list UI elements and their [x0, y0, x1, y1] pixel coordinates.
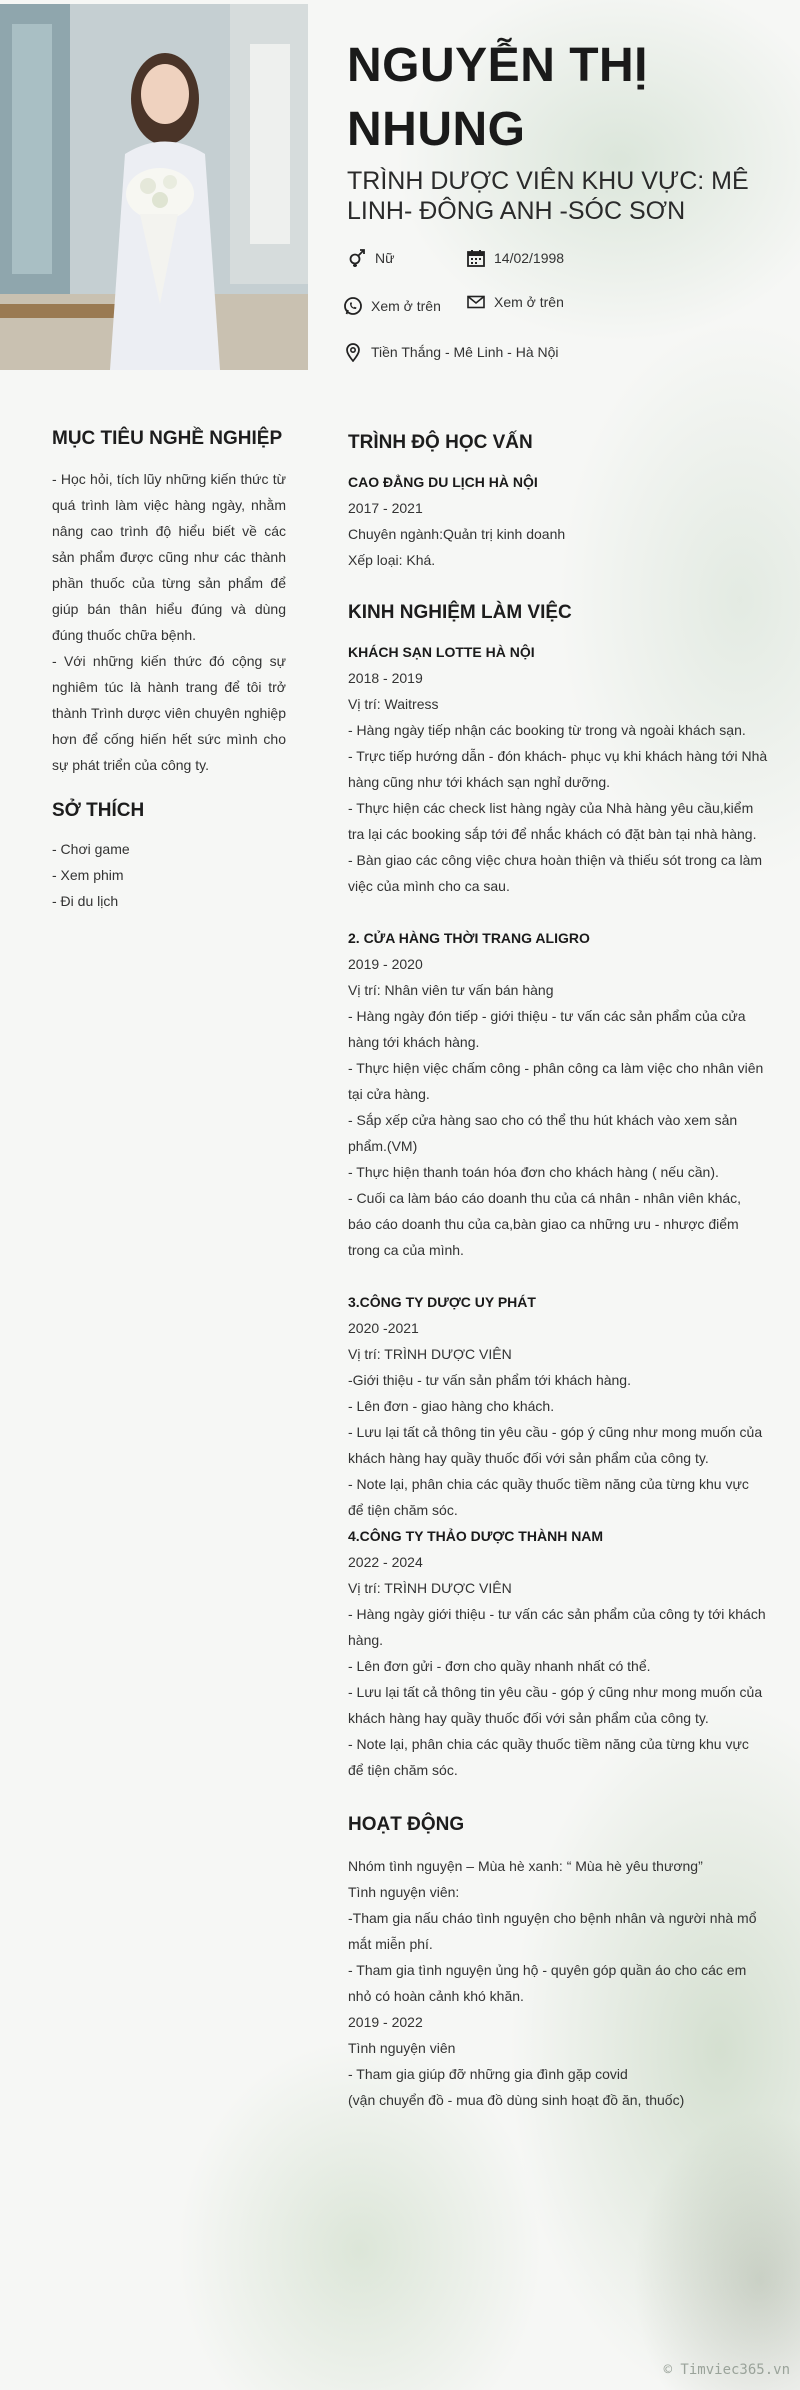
profile-photo [0, 4, 308, 370]
job-line: - Hàng ngày đón tiếp - giới thiệu - tư vấn các sản phẩm của cửa hàng tới khách hàng. [348, 1008, 746, 1050]
watermark: © Timviec365.vn [663, 2362, 790, 2378]
company-name: 4.CÔNG TY THẢO DƯỢC THÀNH NAM [348, 1528, 604, 1544]
job-line: Vị trí: TRÌNH DƯỢC VIÊN [348, 1580, 512, 1596]
job-line: Vị trí: Waitress [348, 696, 439, 712]
address-value: Tiền Thắng - Mê Linh - Hà Nội [371, 344, 559, 360]
job-line: - Lưu lại tất cả thông tin yêu cầu - góp ý cũng như mong muốn của khách hàng hay quầy thuốc đối với sản phẩm của công ty. [348, 1684, 763, 1726]
hobbies-list [52, 836, 286, 914]
education-block [348, 469, 768, 573]
phone-value[interactable]: Xem ở trên [371, 298, 441, 314]
hobbies-title: SỞ THÍCH [52, 800, 145, 821]
birthdate-value: 14/02/1998 [494, 250, 565, 266]
phone-info [343, 296, 441, 316]
job-line: -Giới thiệu - tư vấn sản phẩm tới khách hàng. [348, 1372, 631, 1388]
address-info [343, 342, 559, 362]
objective-title: MỤC TIÊU NGHỀ NGHIỆP [52, 428, 283, 449]
school-name: CAO ĐẲNG DU LỊCH HÀ NỘI [348, 474, 538, 490]
education-line: 2017 - 2021 [348, 500, 423, 516]
email-info [466, 292, 564, 312]
job-entry [348, 925, 768, 1263]
birthdate-info [466, 248, 564, 268]
job-line: - Lên đơn gửi - đơn cho quầy nhanh nhất có thể. [348, 1658, 651, 1674]
activity-line: Nhóm tình nguyện – Mùa hè xanh: “ Mùa hè yêu thương” [348, 1858, 703, 1874]
company-name: 3.CÔNG TY DƯỢC UY PHÁT [348, 1294, 536, 1310]
company-name: KHÁCH SẠN LOTTE HÀ NỘI [348, 644, 535, 660]
job-entry [348, 1289, 768, 1523]
job-line: Vị trí: TRÌNH DƯỢC VIÊN [348, 1346, 512, 1362]
activity-line: 2019 - 2022 [348, 2014, 423, 2030]
job-line: - Bàn giao các công việc chưa hoàn thiện và thiếu sót trong ca làm việc của mình cho ca sau. [348, 852, 763, 894]
job-line: - Thực hiện thanh toán hóa đơn cho khách hàng ( nếu cần). [348, 1164, 719, 1180]
job-line: - Cuối ca làm báo cáo doanh thu của cá nhân - nhân viên khác, báo cáo doanh thu của ca,bàn giao ca những ưu - nhược điểm trong ca của mình. [348, 1190, 742, 1258]
job-line: 2019 - 2020 [348, 956, 423, 972]
job-line: 2018 - 2019 [348, 670, 423, 686]
gender-info [347, 248, 394, 268]
candidate-name: NGUYỄN THỊ NHUNG [347, 39, 649, 156]
education-title: TRÌNH ĐỘ HỌC VẤN [348, 432, 533, 453]
hobby-item: - Đi du lịch [52, 893, 119, 909]
activity-line: (vận chuyển đồ - mua đồ dùng sinh hoạt đồ ăn, thuốc) [348, 2092, 685, 2108]
activity-line: - Tham gia tình nguyện ủng hộ - quyên góp quần áo cho các em nhỏ có hoàn cảnh khó khăn. [348, 1962, 747, 2004]
job-line: 2022 - 2024 [348, 1554, 423, 1570]
job-line: - Thực hiện các check list hàng ngày của Nhà hàng yêu cầu,kiểm tra lại các booking sắp tới để nhắc khách có đặt bàn tại nhà hàng. [348, 800, 757, 842]
hobby-item: - Xem phim [52, 867, 124, 883]
calendar-icon [466, 248, 486, 268]
mail-icon [466, 292, 486, 312]
job-line: - Trực tiếp hướng dẫn - đón khách- phục vụ khi khách hàng tới Nhà hàng cũng như tới khách sạn nghỉ dưỡng. [348, 748, 768, 790]
job-line: - Sắp xếp cửa hàng sao cho có thể thu hút khách vào xem sản phẩm.(VM) [348, 1112, 738, 1154]
hobby-item: - Chơi game [52, 841, 130, 857]
whatsapp-icon [343, 296, 363, 316]
email-value[interactable]: Xem ở trên [494, 294, 564, 310]
gender-icon [347, 248, 367, 268]
education-line: Chuyên ngành:Quản trị kinh doanh [348, 526, 566, 542]
objective-paragraph: - Học hỏi, tích lũy những kiến thức từ quá trình làm việc hàng ngày, nhằm nâng cao trình độ hiểu biết về các sản phẩm được cũng như các thành phần thuốc của từng sản phẩm để giúp bán thân hiểu đúng và dùng đúng thuốc chữa bệnh. [52, 471, 286, 643]
activities-title: HOẠT ĐỘNG [348, 1814, 465, 1835]
activities-block [348, 1853, 768, 2113]
education-line: Xếp loại: Khá. [348, 552, 436, 568]
activity-line: Tình nguyện viên: [348, 1884, 460, 1900]
job-line: - Hàng ngày giới thiệu - tư vấn các sản phẩm của công ty tới khách hàng. [348, 1606, 766, 1648]
job-entry [348, 639, 768, 899]
gender-value: Nữ [375, 250, 395, 266]
job-line: - Thực hiện việc chấm công - phân công ca làm việc cho nhân viên tại cửa hàng. [348, 1060, 764, 1102]
location-pin-icon [343, 342, 363, 362]
job-line: - Lên đơn - giao hàng cho khách. [348, 1398, 555, 1414]
job-entry [348, 1523, 768, 1783]
activity-line: -Tham gia nấu cháo tình nguyện cho bệnh nhân và người nhà mổ mắt miễn phí. [348, 1910, 757, 1952]
job-line: - Note lại, phân chia các quầy thuốc tiềm năng của từng khu vực để tiện chăm sóc. [348, 1476, 749, 1518]
job-title: TRÌNH DƯỢC VIÊN KHU VỰC: MÊ LINH- ĐÔNG ANH -SÓC SƠN [347, 167, 749, 225]
job-line: - Lưu lại tất cả thông tin yêu cầu - góp ý cũng như mong muốn của khách hàng hay quầy thuốc đối với sản phẩm của công ty. [348, 1424, 763, 1466]
experience-title: KINH NGHIỆM LÀM VIỆC [348, 602, 572, 623]
company-name: 2. CỬA HÀNG THỜI TRANG ALIGRO [348, 930, 590, 946]
job-line: 2020 -2021 [348, 1320, 419, 1336]
job-line: - Note lại, phân chia các quầy thuốc tiềm năng của từng khu vực để tiện chăm sóc. [348, 1736, 749, 1778]
objective-paragraph: - Với những kiến thức đó cộng sự nghiêm túc là hành trang để tôi trở thành Trình dược viên chuyên nghiệp hơn để cống hiến hết sức mình cho sự phát triển của công ty. [52, 653, 286, 773]
activity-line: Tình nguyện viên [348, 2040, 456, 2056]
activity-line: - Tham gia giúp đỡ những gia đình gặp covid [348, 2066, 628, 2082]
job-line: Vị trí: Nhân viên tư vấn bán hàng [348, 982, 554, 998]
objective-text [52, 466, 286, 778]
job-line: - Hàng ngày tiếp nhận các booking từ trong và ngoài khách sạn. [348, 722, 746, 738]
